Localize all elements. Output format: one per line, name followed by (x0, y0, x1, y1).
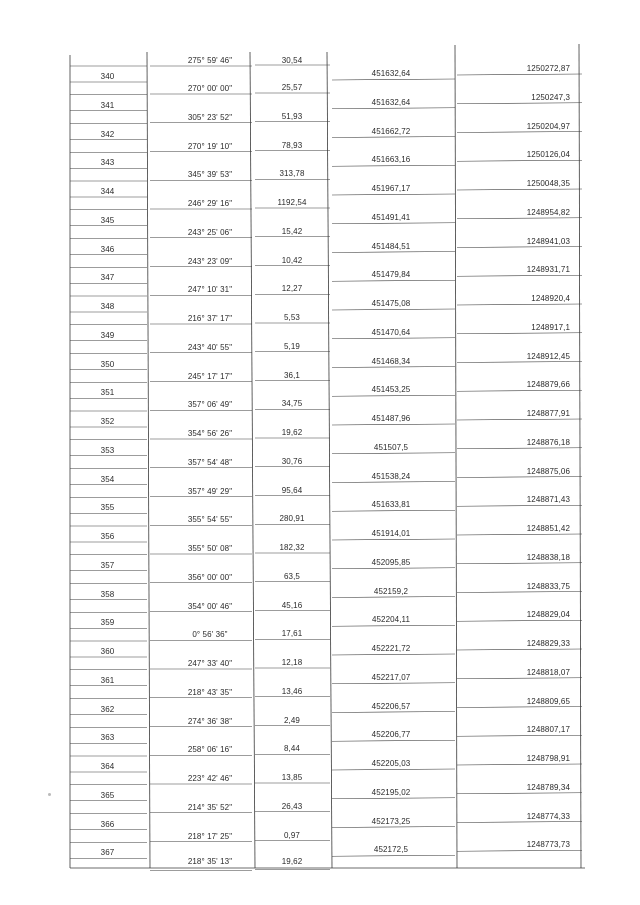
table-cell-x: 451475,08 (371, 299, 411, 308)
table-cell-angle: 270° 19' 10" (187, 141, 233, 151)
table-cell-y: 1248931,71 (526, 265, 570, 275)
table-cell-distance: 15,42 (281, 226, 303, 236)
table-cell-distance: 25,57 (281, 83, 303, 92)
table-cell-y: 1248798,91 (526, 754, 570, 763)
row-line-y (457, 534, 582, 535)
table-cell-point: 346 (100, 244, 115, 254)
table-cell-point: 356 (100, 532, 115, 541)
row-line-x (332, 280, 455, 281)
table-cell-distance: 313,78 (279, 169, 305, 179)
row-line-y (457, 74, 582, 75)
table-cell-distance: 13,85 (281, 773, 303, 782)
table-cell-distance: 182,32 (279, 543, 305, 552)
row-line-x (332, 769, 455, 770)
table-cell-y: 1248871,43 (526, 495, 570, 505)
table-cell-distance: 34,75 (281, 399, 303, 409)
table-cell-y: 1248833,75 (526, 581, 570, 591)
row-line-y (457, 707, 582, 708)
row-line-x (332, 194, 455, 195)
table-cell-point: 343 (100, 158, 115, 168)
table-cell-y: 1250048,35 (526, 179, 570, 188)
table-cell-y: 1248851,42 (526, 524, 570, 533)
table-cell-x: 452095,85 (371, 557, 411, 567)
table-cell-distance: 12,27 (281, 284, 303, 294)
row-line-y (457, 390, 582, 391)
row-line-x (332, 79, 455, 80)
row-line-y (457, 333, 582, 334)
table-cell-distance: 45,16 (281, 600, 303, 610)
row-line-y (457, 477, 582, 478)
row-line-y (457, 304, 582, 305)
row-line-y (457, 563, 582, 564)
table-cell-y: 1250272,87 (526, 64, 570, 73)
table-cell-x: 451468,34 (371, 356, 411, 366)
row-line-y (457, 189, 582, 190)
table-cell-y: 1248876,18 (526, 437, 570, 447)
row-line-x (332, 855, 455, 856)
table-cell-x: 452205,03 (371, 759, 411, 768)
table-cell-x: 452217,07 (371, 672, 411, 682)
table-cell-y: 1248941,03 (526, 236, 570, 246)
table-cell-point: 347 (100, 273, 115, 283)
row-line-x (332, 482, 455, 483)
table-cell-point: 349 (100, 330, 115, 340)
table-cell-point: 352 (100, 417, 115, 426)
table-cell-x: 452159,2 (373, 586, 409, 596)
first-segment-distance: 30,54 (281, 56, 303, 65)
table-cell-angle: 243° 25' 06" (187, 227, 233, 237)
row-line-y (457, 592, 582, 593)
row-line-x (332, 367, 455, 368)
table-cell-angle: 214° 35' 52" (187, 802, 233, 812)
table-cell-x: 451453,25 (371, 385, 411, 395)
row-line-x (332, 654, 455, 655)
row-line-x (332, 137, 455, 138)
row-line-y (457, 218, 582, 219)
table-cell-x: 452206,77 (371, 730, 411, 740)
row-line-x (332, 798, 455, 799)
table-cell-angle: 218° 17' 25" (187, 831, 233, 841)
table-cell-y: 1248838,18 (526, 552, 570, 562)
table-cell-angle: 356° 00' 00" (187, 572, 233, 582)
table-cell-angle: 243° 23' 09" (187, 256, 233, 266)
row-line-x (332, 827, 455, 828)
table-cell-angle: 355° 54' 55" (187, 515, 233, 525)
row-line-y (457, 419, 582, 420)
table-cell-distance: 19,62 (281, 428, 303, 437)
table-cell-x: 451632,64 (371, 97, 411, 107)
table-cell-distance: 13,46 (281, 686, 303, 696)
table-cell-distance: 10,42 (281, 255, 303, 265)
row-line-y (457, 850, 582, 851)
row-line-x (332, 108, 455, 109)
table-cell-y: 1248829,04 (526, 610, 570, 620)
table-cell-point: 340 (100, 72, 115, 81)
table-cell-angle: 245° 17' 17" (187, 371, 233, 381)
table-cell-y: 1248829,33 (526, 639, 570, 648)
table-cell-point: 360 (100, 647, 115, 656)
table-cell-y: 1248954,82 (526, 207, 570, 217)
table-cell-x: 451470,64 (371, 327, 411, 337)
table-cell-y: 1250126,04 (526, 150, 570, 160)
table-cell-point: 355 (100, 503, 115, 513)
table-cell-point: 341 (100, 100, 115, 110)
table-cell-x: 451487,96 (371, 414, 411, 423)
table-cell-y: 1248807,17 (526, 725, 570, 735)
table-cell-point: 357 (100, 560, 115, 570)
table-cell-x: 451662,72 (371, 126, 411, 136)
column-divider (455, 45, 457, 868)
row-line-y (457, 275, 582, 276)
table-cell-x: 451507,5 (373, 442, 409, 452)
row-line-y (457, 822, 582, 823)
table-cell-y: 1248877,91 (526, 409, 570, 418)
table-cell-x: 451479,84 (371, 270, 411, 280)
row-line-y (457, 620, 582, 621)
row-line-x (332, 453, 455, 454)
row-line-x (332, 338, 455, 339)
table-cell-distance: 30,76 (281, 456, 303, 466)
table-cell-x: 452221,72 (371, 644, 411, 653)
table-cell-point: 362 (100, 704, 115, 714)
table-cell-point: 361 (100, 675, 115, 685)
row-line-y (457, 103, 582, 104)
table-cell-y: 1248809,65 (526, 696, 570, 706)
table-cell-point: 366 (100, 819, 115, 829)
row-line-x (332, 223, 455, 224)
table-cell-x: 451632,64 (371, 69, 411, 78)
table-cell-angle: 354° 00' 46" (187, 601, 233, 611)
table-cell-distance: 2,49 (284, 715, 300, 725)
table-cell-angle: 246° 29' 16" (187, 199, 233, 208)
first-segment-angle: 275° 59' 46" (187, 56, 233, 65)
table-cell-angle: 355° 50' 08" (187, 544, 233, 553)
row-line-x (332, 597, 455, 598)
row-line-y (457, 132, 582, 133)
table-cell-x: 451633,81 (371, 500, 411, 510)
table-cell-point: 348 (100, 302, 115, 311)
table-cell-angle: 0° 56' 36" (192, 630, 228, 640)
table-cell-x: 452173,25 (371, 816, 411, 826)
row-line-y (457, 362, 582, 363)
column-divider (579, 44, 581, 868)
row-line-x (332, 568, 455, 569)
table-cell-x: 452195,02 (371, 787, 411, 797)
last-segment-distance: 19,62 (281, 857, 303, 866)
table-cell-point: 345 (100, 215, 115, 225)
table-cell-angle: 223° 42' 46" (187, 774, 233, 783)
table-cell-angle: 270° 00' 00" (187, 84, 233, 93)
table-cell-point: 353 (100, 445, 115, 455)
table-cell-angle: 357° 54' 48" (187, 457, 233, 467)
row-line-y (457, 247, 582, 248)
table-cell-angle: 216° 37' 17" (187, 314, 233, 323)
row-line-y (457, 735, 582, 736)
scan-speck (48, 793, 51, 796)
table-cell-distance: 280,91 (279, 514, 305, 524)
table-cell-y: 1248879,66 (526, 380, 570, 390)
table-cell-distance: 8,44 (284, 744, 300, 754)
row-line-x (332, 424, 455, 425)
table-cell-distance: 5,53 (284, 313, 300, 322)
table-cell-y: 1250247,3 (531, 92, 570, 102)
row-line-x (332, 252, 455, 253)
table-cell-point: 344 (100, 187, 115, 196)
table-cell-angle: 243° 40' 55" (187, 342, 233, 352)
table-cell-angle: 357° 49' 29" (187, 486, 233, 496)
table-cell-angle: 357° 06' 49" (187, 400, 233, 410)
table-cell-distance: 78,93 (281, 140, 303, 150)
table-cell-distance: 17,61 (281, 629, 303, 639)
table-cell-angle: 247° 10' 31" (187, 285, 233, 295)
table-cell-point: 364 (100, 762, 115, 771)
table-cell-distance: 51,93 (281, 111, 303, 121)
table-cell-angle: 258° 06' 16" (187, 745, 233, 755)
table-cell-point: 365 (100, 790, 115, 800)
row-line-x (332, 510, 455, 511)
table-cell-x: 451538,24 (371, 471, 411, 481)
column-divider (327, 52, 332, 868)
table-cell-y: 1248818,07 (526, 667, 570, 677)
table-cell-angle: 305° 23' 52" (187, 112, 233, 122)
table-cell-point: 350 (100, 359, 115, 369)
row-line-x (332, 712, 455, 713)
row-line-x (332, 539, 455, 540)
row-line-x (332, 309, 455, 310)
table-cell-angle: 354° 56' 26" (187, 429, 233, 438)
row-line-x (332, 683, 455, 684)
row-line-x (332, 740, 455, 741)
table-cell-angle: 218° 43' 35" (187, 687, 233, 697)
table-cell-point: 342 (100, 129, 115, 139)
table-cell-point: 359 (100, 618, 115, 628)
row-line-y (457, 764, 582, 765)
table-cell-y: 1248789,34 (526, 782, 570, 792)
table-cell-distance: 0,97 (284, 830, 300, 840)
table-cell-y: 1248773,73 (526, 840, 570, 850)
table-cell-x: 451663,16 (371, 155, 411, 165)
row-line-y (457, 448, 582, 449)
table-cell-point: 367 (100, 848, 115, 858)
table-cell-x: 452172,5 (373, 845, 409, 855)
table-cell-x: 451484,51 (371, 241, 411, 251)
table-cell-x: 451967,17 (371, 184, 411, 193)
table-cell-point: 358 (100, 589, 115, 599)
table-cell-y: 1248920,4 (531, 294, 570, 303)
table-cell-distance: 63,5 (284, 571, 300, 581)
table-cell-point: 363 (100, 733, 115, 743)
row-line-x (332, 625, 455, 626)
row-line-y (457, 505, 582, 506)
table-cell-angle: 274° 36' 38" (187, 716, 233, 726)
row-line-y (457, 160, 582, 161)
table-cell-y: 1250204,97 (526, 121, 570, 131)
row-line-y (457, 678, 582, 679)
table-cell-y: 1248875,06 (526, 466, 570, 476)
row-line-y (457, 649, 582, 650)
last-segment-angle: 218° 35' 13" (187, 857, 233, 866)
table-cell-point: 354 (100, 474, 115, 484)
table-cell-point: 351 (100, 388, 115, 398)
table-cell-distance: 5,19 (284, 341, 300, 351)
table-cell-distance: 26,43 (281, 801, 303, 811)
table-cell-distance: 95,64 (281, 485, 303, 495)
table-cell-y: 1248912,45 (526, 351, 570, 361)
table-cell-distance: 1192,54 (277, 198, 307, 207)
table-cell-x: 452204,11 (371, 615, 411, 625)
table-cell-angle: 345° 39' 53" (187, 170, 233, 180)
table-cell-x: 452206,57 (371, 701, 411, 711)
row-line-x (332, 165, 455, 166)
row-line-x (332, 395, 455, 396)
table-cell-x: 451491,41 (371, 212, 411, 222)
table-cell-distance: 12,18 (281, 658, 303, 667)
row-line-y (457, 793, 582, 794)
table-cell-angle: 247° 33' 40" (187, 659, 233, 668)
table-cell-distance: 36,1 (284, 370, 300, 380)
table-cell-y: 1248917,1 (531, 322, 570, 332)
table-cell-y: 1248774,33 (526, 811, 570, 821)
table-cell-x: 451914,01 (371, 529, 411, 538)
